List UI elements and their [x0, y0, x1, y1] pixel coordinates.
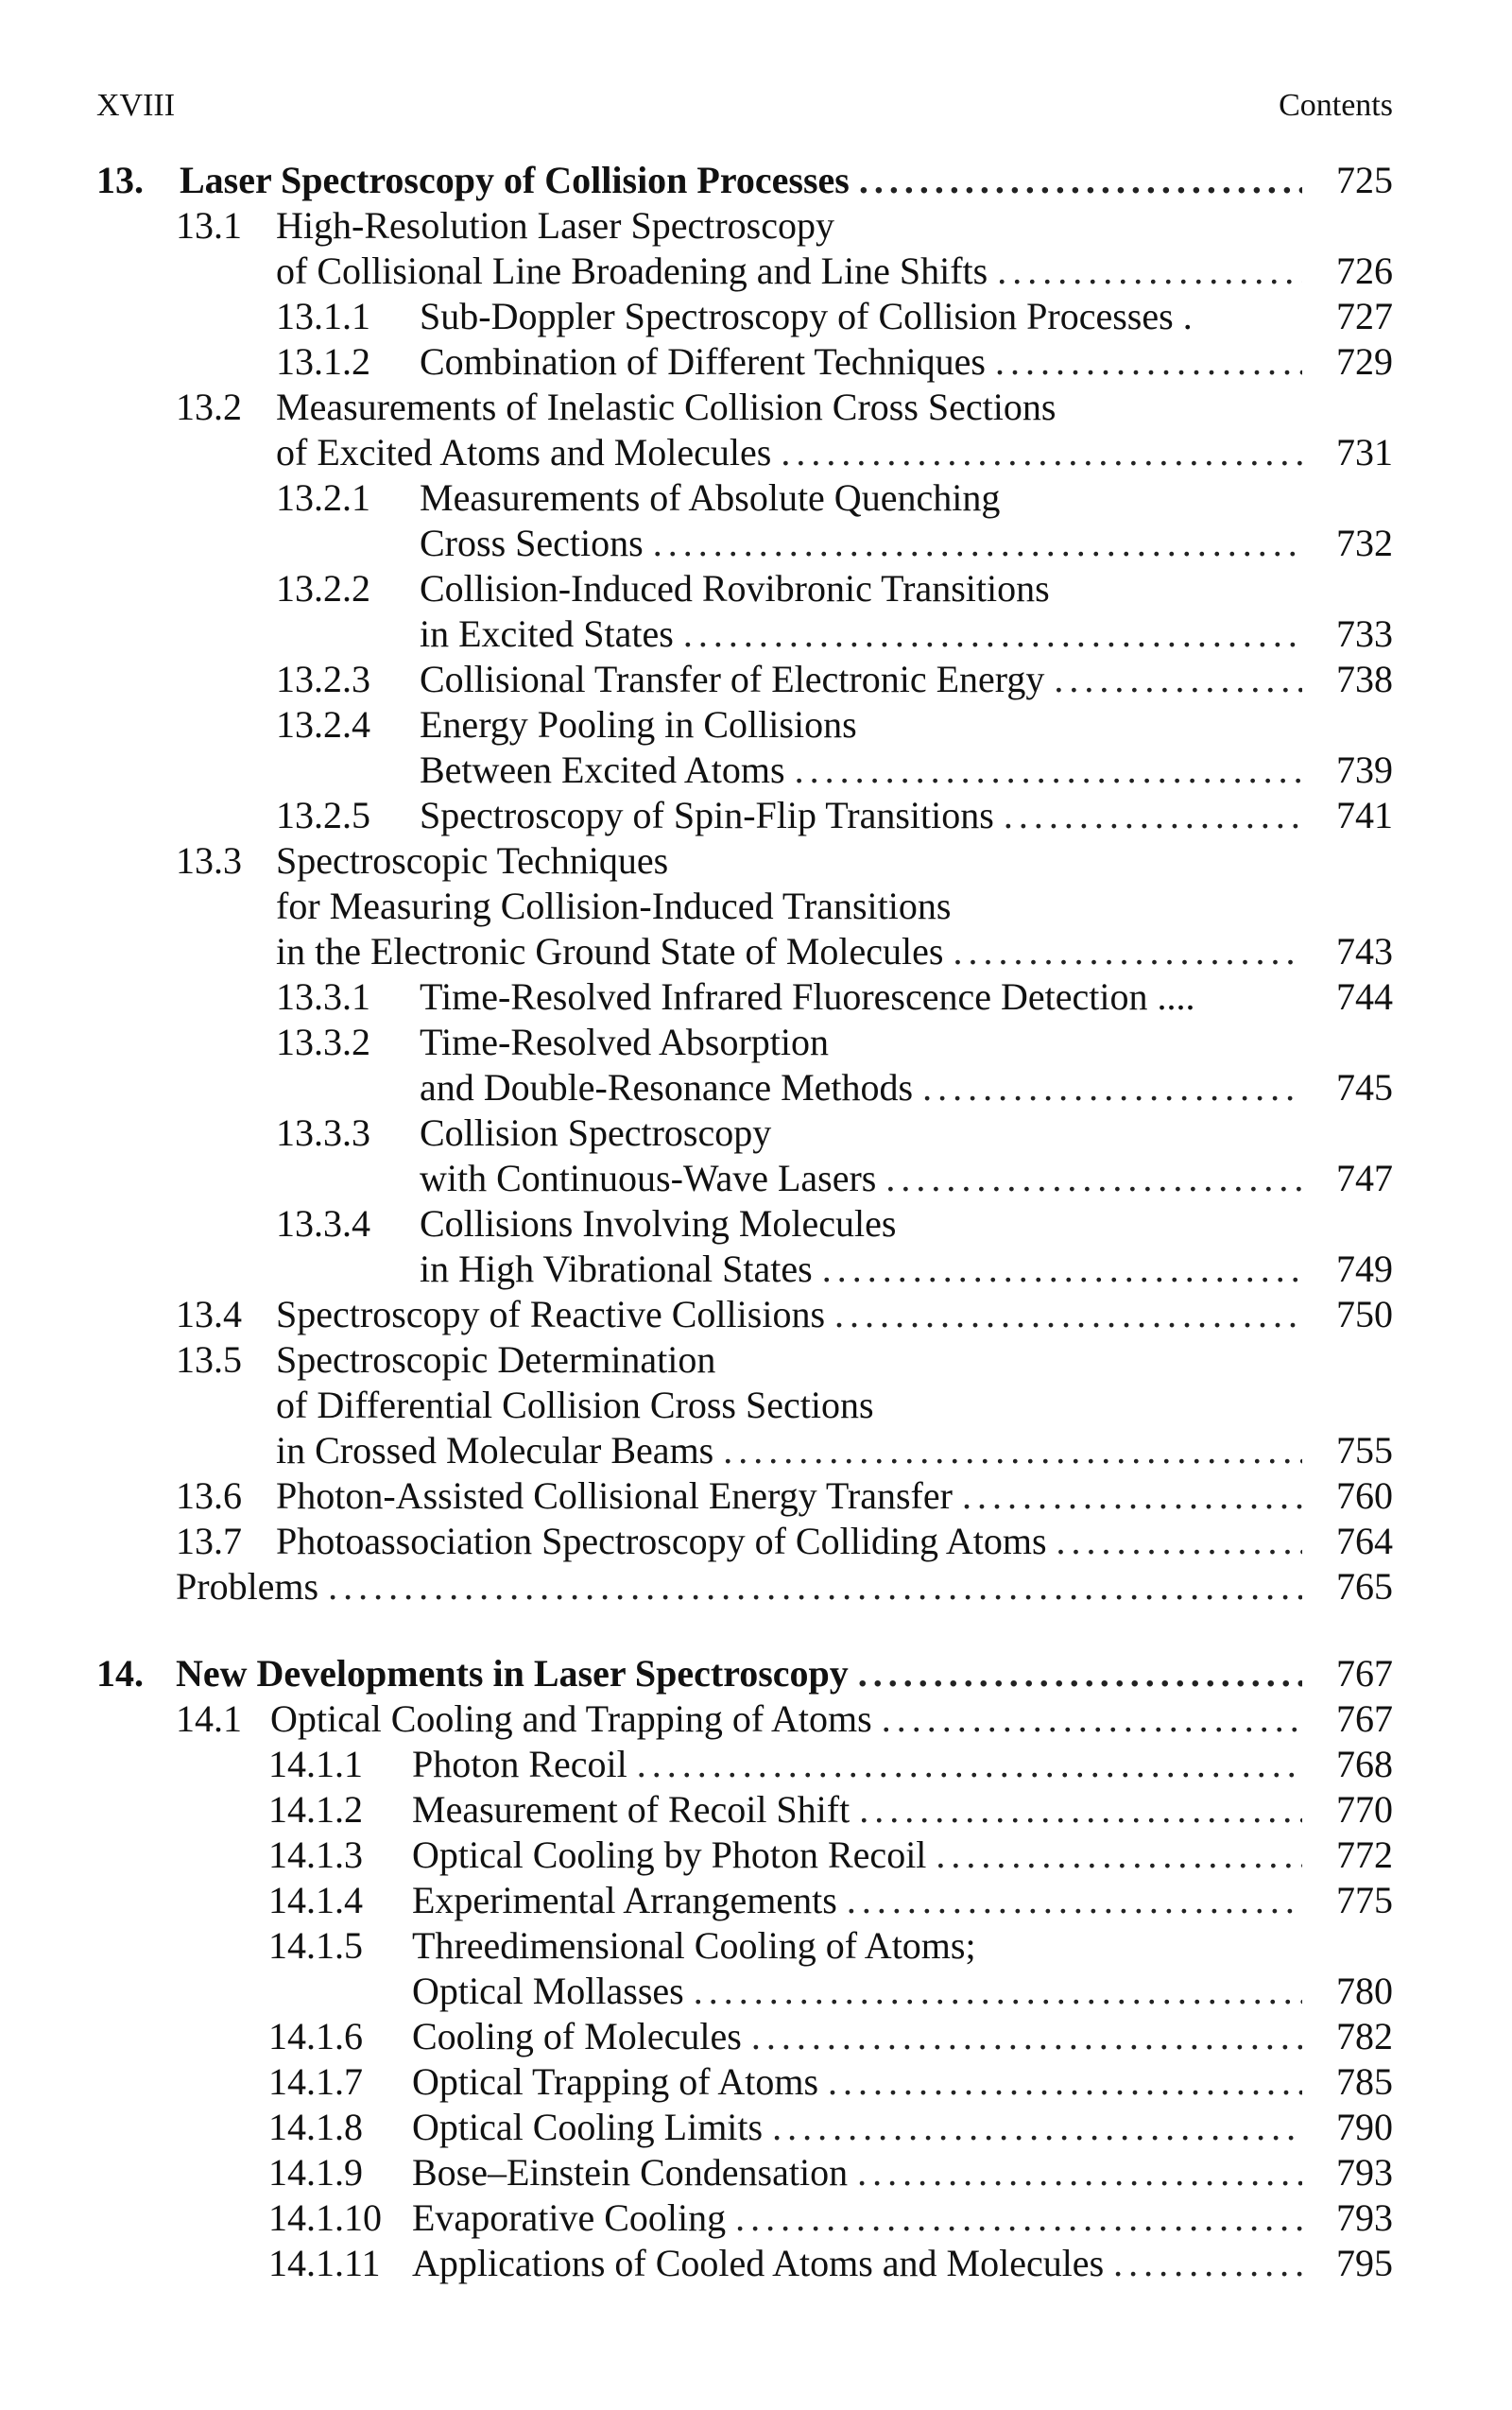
toc-title: Photon Recoil — [412, 1743, 627, 1785]
toc-title: Photon-Assisted Collisional Energy Transfer — [276, 1474, 953, 1517]
toc-title: Laser Spectroscopy of Collision Processes — [180, 159, 850, 201]
toc-page-number: 741 — [1336, 794, 1393, 836]
dot-leader — [637, 1743, 1302, 1786]
dot-leader — [653, 522, 1302, 565]
toc-page-number: 744 — [1336, 975, 1393, 1018]
dot-leader — [858, 1652, 1302, 1696]
toc-entry[interactable] — [176, 204, 1393, 248]
toc-entry[interactable] — [268, 1970, 1393, 2013]
toc-page-number: 733 — [1336, 612, 1393, 655]
toc-entry[interactable] — [176, 1384, 1393, 1427]
dot-leader — [859, 159, 1302, 202]
dot-leader — [683, 612, 1302, 656]
dot-leader — [795, 749, 1302, 792]
toc-entry[interactable] — [276, 295, 1393, 338]
dot-leader — [735, 2196, 1302, 2240]
toc-number: 14.1.2 — [268, 1788, 363, 1831]
dot-leader — [953, 930, 1302, 973]
toc-entry[interactable] — [268, 2015, 1393, 2058]
toc-entry[interactable] — [176, 1293, 1393, 1336]
toc-number: 13.2.3 — [276, 658, 370, 700]
toc-entry[interactable] — [276, 1066, 1393, 1110]
toc-number: 14. — [96, 1652, 144, 1695]
toc-number: 13.1 — [176, 204, 242, 247]
toc-title: Collisions Involving Molecules — [420, 1202, 897, 1245]
toc-page-number: 749 — [1336, 1248, 1393, 1290]
toc-entry[interactable] — [268, 2106, 1393, 2149]
toc-page-number: 793 — [1336, 2151, 1393, 2194]
toc-title: Collision-Induced Rovibronic Transitions — [420, 567, 1050, 610]
toc-number: 13.3.3 — [276, 1111, 370, 1154]
toc-chapter[interactable] — [96, 1652, 1393, 1696]
toc-number: 13.3.4 — [276, 1202, 370, 1245]
toc-page-number: 770 — [1336, 1788, 1393, 1831]
toc-page-number: 793 — [1336, 2196, 1393, 2239]
toc-number: 13.2.2 — [276, 567, 370, 610]
dot-leader — [822, 1248, 1302, 1291]
toc-title: Sub-Doppler Spectroscopy of Collision Processes . — [420, 295, 1193, 337]
toc-title: Optical Cooling Limits — [412, 2106, 764, 2148]
toc-number: 14.1.7 — [268, 2060, 363, 2103]
dot-leader — [834, 1293, 1302, 1336]
toc-title: Spectroscopy of Reactive Collisions — [276, 1293, 826, 1335]
toc-page-number: 750 — [1336, 1293, 1393, 1335]
dot-leader — [1004, 794, 1302, 837]
toc-number: 13.7 — [176, 1520, 242, 1562]
toc-number: 14.1.10 — [268, 2196, 382, 2239]
dot-leader — [882, 1697, 1302, 1741]
dot-leader — [772, 2106, 1302, 2149]
toc-entry[interactable] — [276, 658, 1393, 701]
toc-page-number: 782 — [1336, 2015, 1393, 2057]
dot-leader — [995, 340, 1302, 384]
dot-leader — [1113, 2242, 1302, 2285]
toc-page-number: 747 — [1336, 1157, 1393, 1199]
toc-page-number: 743 — [1336, 930, 1393, 973]
toc-entry[interactable] — [268, 2242, 1393, 2285]
dot-leader — [962, 1474, 1302, 1518]
toc-number: 13.2.4 — [276, 703, 370, 746]
toc-title: in the Electronic Ground State of Molecules — [276, 930, 944, 973]
toc-title: Energy Pooling in Collisions — [420, 703, 857, 746]
dot-leader — [922, 1066, 1302, 1110]
toc-number: 13.1.1 — [276, 295, 370, 337]
dot-leader — [751, 2015, 1302, 2058]
toc-entry[interactable] — [176, 386, 1393, 429]
toc-number: 14.1.3 — [268, 1833, 363, 1876]
toc-page-number: 775 — [1336, 1879, 1393, 1921]
toc-entry[interactable] — [268, 1924, 1393, 1968]
toc-number: 13.5 — [176, 1338, 242, 1381]
toc-title: Bose–Einstein Condensation — [412, 2151, 849, 2194]
dot-leader — [847, 1879, 1302, 1922]
toc-page-number: 768 — [1336, 1743, 1393, 1785]
dot-leader — [723, 1429, 1302, 1472]
toc-entry[interactable] — [176, 885, 1393, 928]
dot-leader — [828, 2060, 1302, 2104]
toc-number: 13.3.2 — [276, 1021, 370, 1063]
dot-leader — [885, 1157, 1302, 1200]
toc-entry[interactable] — [176, 839, 1393, 883]
toc-entry[interactable] — [276, 1021, 1393, 1064]
toc-page-number: 745 — [1336, 1066, 1393, 1109]
toc-page-number: 795 — [1336, 2242, 1393, 2284]
toc-number: 14.1 — [176, 1697, 242, 1740]
toc-title: Measurement of Recoil Shift — [412, 1788, 850, 1831]
toc-title: Measurements of Inelastic Collision Cross Sections — [276, 386, 1057, 428]
toc-page-number: 731 — [1336, 431, 1393, 473]
toc-number: 14.1.6 — [268, 2015, 363, 2057]
dot-leader — [936, 1833, 1302, 1877]
toc-entry[interactable] — [176, 930, 1393, 973]
toc-page-number: 738 — [1336, 658, 1393, 700]
toc-entry[interactable] — [268, 2151, 1393, 2195]
toc-entry[interactable] — [176, 250, 1393, 293]
toc-page-number: 755 — [1336, 1429, 1393, 1472]
toc-chapter[interactable] — [96, 159, 1393, 202]
toc-title: Time-Resolved Infrared Fluorescence Detection .... — [420, 975, 1195, 1018]
toc-entry[interactable] — [268, 2196, 1393, 2240]
toc-entry[interactable] — [176, 1520, 1393, 1563]
toc-number: 13.4 — [176, 1293, 242, 1335]
dot-leader — [781, 431, 1302, 474]
toc-title: Problems — [176, 1565, 319, 1608]
toc-title: New Developments in Laser Spectroscopy — [176, 1652, 849, 1695]
toc-title: Measurements of Absolute Quenching — [420, 476, 1001, 519]
toc-entry[interactable] — [276, 1111, 1393, 1155]
toc-title: Combination of Different Techniques — [420, 340, 986, 383]
toc-page-number: 772 — [1336, 1833, 1393, 1876]
dot-leader — [328, 1565, 1302, 1609]
toc-number: 13. — [96, 159, 144, 201]
toc-page-number: 764 — [1336, 1520, 1393, 1562]
toc-entry[interactable] — [276, 794, 1393, 837]
toc-entry[interactable] — [268, 2060, 1393, 2104]
toc-title: Cross Sections — [420, 522, 644, 564]
toc-title: Collisional Transfer of Electronic Energy — [420, 658, 1045, 700]
toc-title: in Excited States — [420, 612, 674, 655]
toc-entry[interactable] — [276, 1248, 1393, 1291]
toc-page-number: 785 — [1336, 2060, 1393, 2103]
toc-page-number: 729 — [1336, 340, 1393, 383]
toc-entry[interactable] — [176, 1697, 1393, 1741]
toc-entry[interactable] — [176, 1565, 1393, 1609]
toc-title: Time-Resolved Absorption — [420, 1021, 829, 1063]
toc-page-number: 726 — [1336, 250, 1393, 292]
toc-entry[interactable] — [268, 1743, 1393, 1786]
toc-title: Evaporative Cooling — [412, 2196, 727, 2239]
toc-entry[interactable] — [176, 431, 1393, 474]
toc-entry[interactable] — [276, 703, 1393, 747]
toc-title: Applications of Cooled Atoms and Molecules — [412, 2242, 1105, 2284]
toc-entry[interactable] — [276, 567, 1393, 611]
toc-title: Collision Spectroscopy — [420, 1111, 772, 1154]
toc-title: Spectroscopic Determination — [276, 1338, 716, 1381]
toc-title: of Collisional Line Broadening and Line Shifts — [276, 250, 988, 292]
toc-page-number: 732 — [1336, 522, 1393, 564]
toc-title: with Continuous-Wave Lasers — [420, 1157, 877, 1199]
toc-entry[interactable] — [176, 1429, 1393, 1472]
toc-page-number: 767 — [1336, 1652, 1393, 1695]
toc-title: of Differential Collision Cross Sections — [276, 1384, 874, 1426]
dot-leader — [1054, 658, 1302, 701]
toc-title: Between Excited Atoms — [420, 749, 785, 791]
toc-title: Cooling of Molecules — [412, 2015, 742, 2057]
toc-entry[interactable] — [276, 1157, 1393, 1200]
toc-title: Optical Trapping of Atoms — [412, 2060, 819, 2103]
toc-number: 14.1.9 — [268, 2151, 363, 2194]
toc-entry[interactable] — [176, 1338, 1393, 1382]
toc-title: High-Resolution Laser Spectroscopy — [276, 204, 834, 247]
toc-title: Photoassociation Spectroscopy of Colliding Atoms — [276, 1520, 1047, 1562]
toc-number: 14.1.11 — [268, 2242, 381, 2284]
toc-page-number: 767 — [1336, 1697, 1393, 1740]
toc-title: of Excited Atoms and Molecules — [276, 431, 772, 473]
toc-number: 13.2.1 — [276, 476, 370, 519]
toc-title: Spectroscopy of Spin-Flip Transitions — [420, 794, 994, 836]
toc-entry[interactable] — [276, 1202, 1393, 1246]
toc-title: for Measuring Collision-Induced Transitions — [276, 885, 952, 927]
toc-title: Optical Cooling and Trapping of Atoms — [270, 1697, 872, 1740]
toc-page-number: 765 — [1336, 1565, 1393, 1608]
toc-number: 14.1.4 — [268, 1879, 363, 1921]
toc-page-number: 790 — [1336, 2106, 1393, 2148]
toc-entry[interactable] — [276, 522, 1393, 565]
toc-title: in Crossed Molecular Beams — [276, 1429, 714, 1472]
toc-number: 14.1.5 — [268, 1924, 363, 1967]
toc-page-number: 739 — [1336, 749, 1393, 791]
toc-number: 13.1.2 — [276, 340, 370, 383]
toc-title: Experimental Arrangements — [412, 1879, 837, 1921]
toc-entry[interactable] — [276, 975, 1393, 1019]
toc-page-number: 760 — [1336, 1474, 1393, 1517]
toc-number: 13.6 — [176, 1474, 242, 1517]
toc-entry[interactable] — [268, 1788, 1393, 1832]
toc-title: and Double-Resonance Methods — [420, 1066, 914, 1109]
dot-leader — [997, 250, 1302, 293]
toc-title: Spectroscopic Techniques — [276, 839, 669, 882]
dot-leader — [857, 2151, 1302, 2195]
toc-number: 13.2.5 — [276, 794, 370, 836]
toc-number: 14.1.1 — [268, 1743, 363, 1785]
toc-entry[interactable] — [268, 1833, 1393, 1877]
dot-leader — [694, 1970, 1302, 2013]
toc-number: 13.3.1 — [276, 975, 370, 1018]
toc-page-number: 725 — [1336, 159, 1393, 201]
toc-title: Threedimensional Cooling of Atoms; — [412, 1924, 976, 1967]
toc-page-number: 780 — [1336, 1970, 1393, 2012]
toc-number: 13.3 — [176, 839, 242, 882]
toc-entry[interactable] — [268, 1879, 1393, 1922]
header-section-title: Contents — [1279, 88, 1393, 123]
toc-entry[interactable] — [276, 476, 1393, 520]
toc-page-number: 727 — [1336, 295, 1393, 337]
toc-title: Optical Cooling by Photon Recoil — [412, 1833, 927, 1876]
toc-entry[interactable] — [276, 340, 1393, 384]
dot-leader — [1057, 1520, 1302, 1563]
toc-entry[interactable] — [276, 749, 1393, 792]
header-page-number: XVIII — [96, 88, 176, 123]
toc-number: 14.1.8 — [268, 2106, 363, 2148]
toc-number: 13.2 — [176, 386, 242, 428]
toc-title: in High Vibrational States — [420, 1248, 813, 1290]
toc-entry[interactable] — [176, 1474, 1393, 1518]
toc-entry[interactable] — [276, 612, 1393, 656]
dot-leader — [859, 1788, 1302, 1832]
toc-title: Optical Mollasses — [412, 1970, 684, 2012]
